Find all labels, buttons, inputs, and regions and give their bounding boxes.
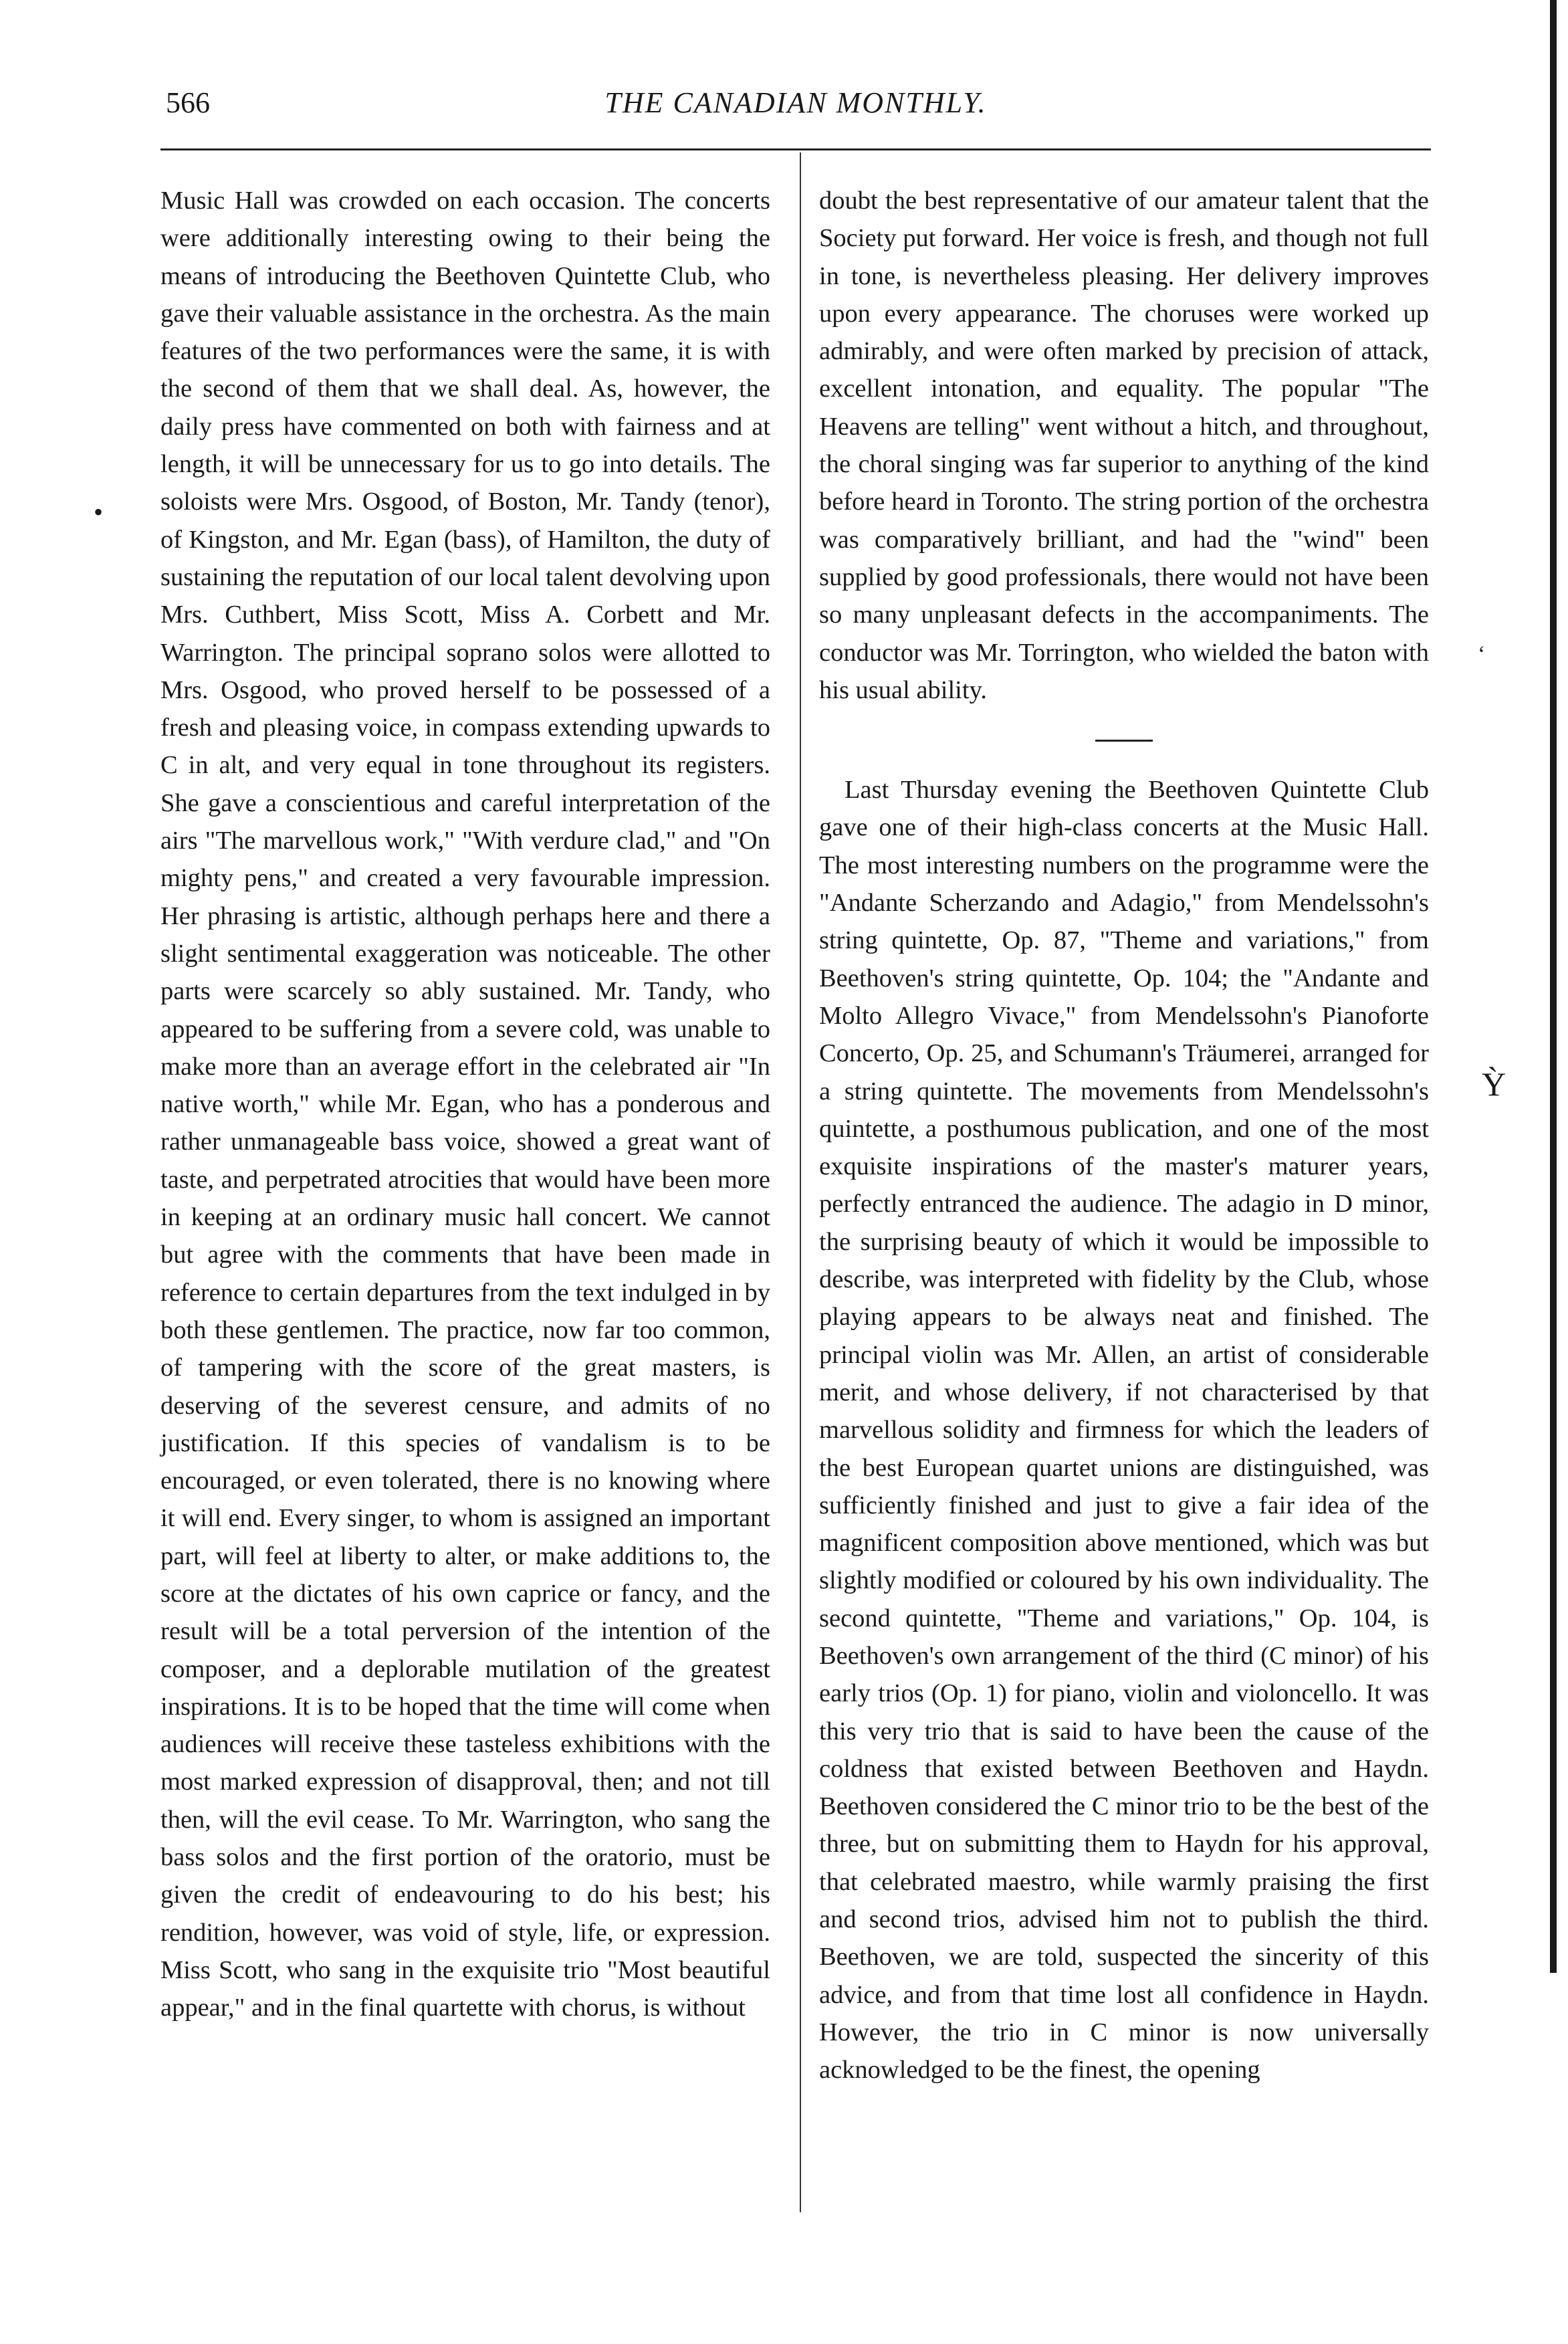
right-column: [819, 182, 1429, 2089]
page-number: 566: [166, 86, 210, 119]
header-rule: [160, 148, 1431, 150]
section-divider: [1095, 740, 1153, 742]
margin-comma-mark: ‘: [1478, 642, 1486, 667]
running-title: THE CANADIAN MONTHLY.: [604, 86, 987, 119]
left-paragraph-1: Music Hall was crowded on each occasion. The concerts were additionally interesting owing to their being the means of introducing the Beethoven Quintette Club, who gave their valuable assistance in the orchestra. As the main features of the two performances were the same, it is with the second of them that we shall deal. As, however, the daily press have commented on both with fairness and at length, it will be unnecessary for us to go into details. The soloists were Mrs. Osgood, of Boston, Mr. Tandy (tenor), of Kingston, and Mr. Egan (bass), of Hamilton, the duty of sustaining the reputation of our local talent devolving upon Mrs. Cuthbert, Miss Scott, Miss A. Corbett and Mr. Warrington. The principal soprano solos were allotted to Mrs. Osgood, who proved herself to be possessed of a fresh and pleasing voice, in compass extending upwards to C in alt, and very equal in tone throughout its registers. She gave a conscientious and careful interpretation of the airs "The marvellous work," "With verdure clad," and "On mighty pens," and created a very favourable impression. Her phrasing is artistic, although perhaps here and there a slight sentimental exaggeration was noticeable. The other parts were scarcely so ably sustained. Mr. Tandy, who appeared to be suffering from a severe cold, was unable to make more than an average effort in the celebrated air "In native worth," while Mr. Egan, who has a ponderous and rather unmanageable bass voice, showed a great want of taste, and perpetrated atrocities that would have been more in keeping at an ordinary music hall concert. We cannot but agree with the comments that have been made in reference to certain departures from the text indulged in by both these gentlemen. The practice, now far too common, of tampering with the score of the great masters, is deserving of the severest censure, and admits of no justification. If this species of vandalism is to be encouraged, or even tolerated, there is no knowing where it will end. Every singer, to whom is assigned an important part, will feel at liberty to alter, or make additions to, the score at the dictates of his own caprice or fancy, and the result will be a total perversion of the intention of the composer, and a deplorable mutilation of the greatest inspirations. It is to be hoped that the time will come when audiences will receive these tasteless exhibitions with the most marked expression of disapproval, then; and not till then, will the evil cease. To Mr. Warrington, who sang the bass solos and the first portion of the oratorio, must be given the credit of endeavouring to do his best; his rendition, however, was void of style, life, or expression. Miss Scott, who sang in the exquisite trio "Most beautiful appear," and in the final quartette with chorus, is without: [160, 187, 770, 2022]
margin-tick-mark: Ỳ: [1482, 1065, 1506, 1103]
right-paragraph-1: doubt the best representative of our amateur talent that the Society put forward. Her voice is fresh, and though not full in tone, is nevertheless pleasing. Her delivery improves upon every appearance. The choruses were worked up admirably, and were often marked by precision of attack, excellent intonation, and equality. The popular "The Heavens are telling" went without a hitch, and throughout, the choral singing was far superior to anything of the kind before heard in Toronto. The string portion of the orchestra was comparatively brilliant, and had the "wind" been supplied by good professionals, there would not have been so many unpleasant defects in the accompaniments. The conductor was Mr. Torrington, who wielded the baton with his usual ability.: [819, 187, 1429, 704]
page-header: [160, 80, 1431, 134]
scan-edge-bar: [1550, 0, 1557, 1973]
column-divider: [800, 152, 801, 2212]
left-column: [160, 182, 770, 2027]
right-paragraph-2: Last Thursday evening the Beethoven Quintette Club gave one of their high-class concerts at the Music Hall. The most interesting numbers on the programme were the "Andante Scherzando and Adagio," from Mendelssohn's string quintette, Op. 87, "Theme and variations," from Beethoven's string quintette, Op. 104; the "Andante and Molto Allegro Vivace," from Mendelssohn's Pianoforte Concerto, Op. 25, and Schumann's Träumerei, arranged for a string quintette. The movements from Mendelssohn's quintette, a posthumous publication, and one of the most exquisite inspirations of the master's maturer years, perfectly entranced the audience. The adagio in D minor, the surprising beauty of which it would be impossible to describe, was interpreted with fidelity by the Club, whose playing appears to be always neat and finished. The principal violin was Mr. Allen, an artist of considerable merit, and whose delivery, if not characterised by that marvellous solidity and firmness for which the leaders of the best European quartet unions are distinguished, was sufficiently finished and just to give a fair idea of the magnificent composition above mentioned, which was but slightly modified or coloured by his own individuality. The second quintette, "Theme and variations," Op. 104, is Beethoven's own arrangement of the third (C minor) of his early trios (Op. 1) for piano, violin and violoncello. It was this very trio that is said to have been the cause of the coldness that existed between Beethoven and Haydn. Beethoven considered the C minor trio to be the best of the three, but on submitting them to Haydn for his approval, that celebrated maestro, while warmly praising the first and second trios, advised him not to publish the third. Beethoven, we are told, suspected the sincerity of this advice, and from that time lost all confidence in Haydn. However, the trio in C minor is now universally acknowledged to be the finest, the opening: [819, 776, 1429, 2085]
margin-dot-mark: •: [94, 497, 104, 527]
